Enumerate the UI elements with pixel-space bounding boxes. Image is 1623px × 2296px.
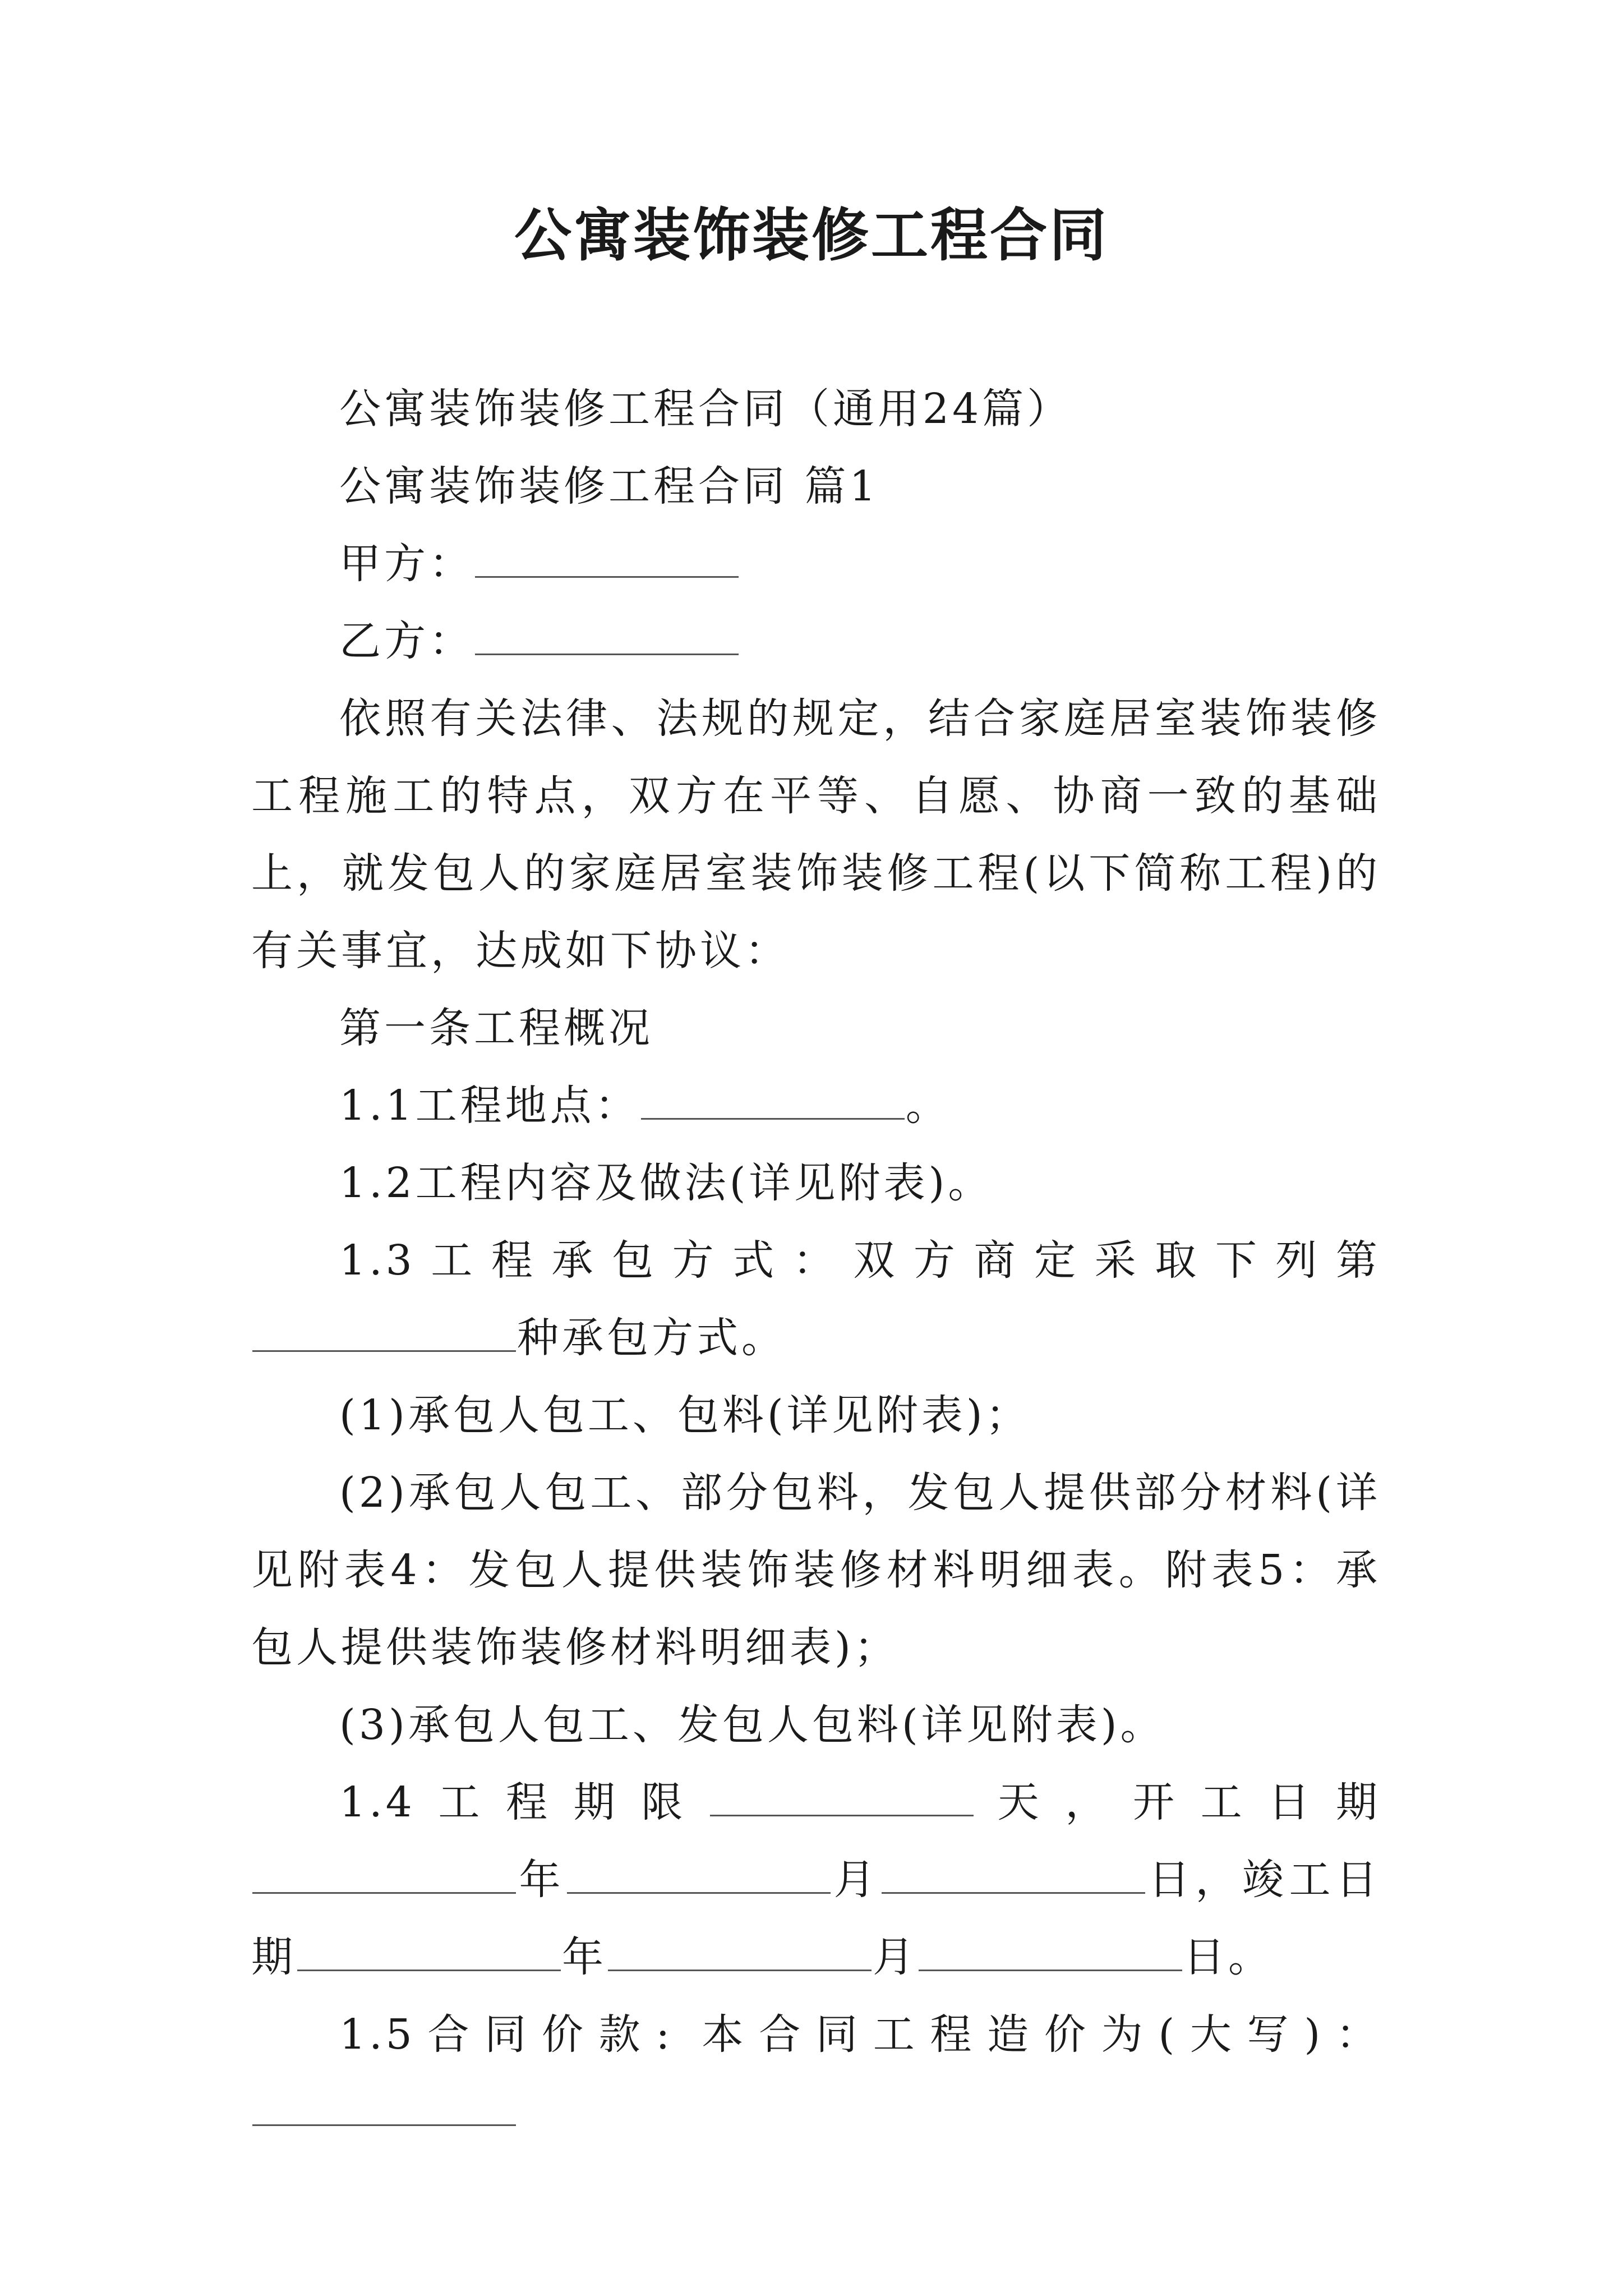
clause-1-3-label: 1.3工程承包方式：双方商定采取下列第 [339, 1236, 1381, 1285]
end-day-label: 日。 [1183, 1933, 1273, 1981]
end-year-label: 年 [562, 1933, 607, 1981]
clause-1-1-end: 。 [905, 1082, 951, 1130]
clause-1-4-end-label: 日，竣工日期 [251, 1856, 1381, 1981]
clause-1-5-text: 1.5合同价款: 本合同工程造价为(大写)： [339, 2010, 1381, 2059]
party-b-blank [475, 620, 739, 655]
start-date-blank [252, 1858, 516, 1894]
clause-1-4 [251, 1764, 1381, 1996]
start-year-label: 年 [517, 1856, 566, 1904]
intro-paragraph [251, 680, 1381, 990]
clause-1-1 [251, 1067, 1381, 1144]
clause-1-2 [251, 1144, 1381, 1222]
start-month-blank [567, 1858, 831, 1894]
location-blank [641, 1084, 905, 1120]
document-title: 公寓装饰装修工程合同 [514, 202, 1109, 269]
option-2-text: (2)承包人包工、部分包料，发包人提供部分材料(详见附表4：发包人提供装饰装修材料明细表。附表5：承包人提供装饰装修材料明细表)； [251, 1469, 1381, 1672]
days-blank [710, 1781, 974, 1816]
article-1-heading [251, 990, 1381, 1067]
option-3-text: (3)承包人包工、发包人包料(详见附表)。 [339, 1701, 1165, 1749]
subtitle-line [251, 370, 1381, 448]
option-2 [251, 1454, 1381, 1686]
option-1 [251, 1377, 1381, 1454]
clause-1-1-label: 1.1工程地点： [339, 1082, 640, 1130]
clause-1-4-label: 1.4工程期限 [339, 1778, 709, 1826]
end-date-blank [297, 1936, 561, 1971]
start-month-label: 月 [832, 1856, 881, 1904]
party-a-label: 甲方： [339, 540, 474, 588]
clause-1-3 [251, 1222, 1381, 1377]
option-3 [251, 1686, 1381, 1764]
subtitle-text: 公寓装饰装修工程合同（通用24篇） [339, 385, 1072, 433]
article-1-text: 第一条工程概况 [339, 1004, 653, 1052]
option-1-text: (1)承包人包工、包料(详见附表)； [339, 1391, 1031, 1439]
chapter-text: 公寓装饰装修工程合同 篇1 [339, 462, 879, 510]
end-day-blank [919, 1936, 1182, 1971]
party-a-line [251, 525, 1381, 602]
clause-1-3-end: 种承包方式。 [517, 1314, 786, 1362]
party-b-label: 乙方： [339, 617, 474, 665]
clause-1-5 [251, 1996, 1381, 2151]
price-blank [252, 2091, 516, 2126]
end-month-label: 月 [873, 1933, 917, 1981]
chapter-line [251, 448, 1381, 525]
party-b-line [251, 602, 1381, 680]
end-month-blank [608, 1936, 872, 1971]
contract-mode-blank [252, 1317, 516, 1352]
start-day-blank [882, 1858, 1145, 1894]
clause-1-4-start-label: 天，开工日期 [975, 1778, 1381, 1826]
document-body [251, 370, 1381, 2151]
party-a-blank [475, 542, 739, 578]
intro-text: 依照有关法律、法规的规定，结合家庭居室装饰装修工程施工的特点，双方在平等、自愿、协商一致的基础上，就发包人的家庭居室装饰装修工程(以下简称工程)的有关事宜，达成如下协议： [251, 694, 1381, 975]
clause-1-2-text: 1.2工程内容及做法(详见附表)。 [339, 1159, 993, 1207]
